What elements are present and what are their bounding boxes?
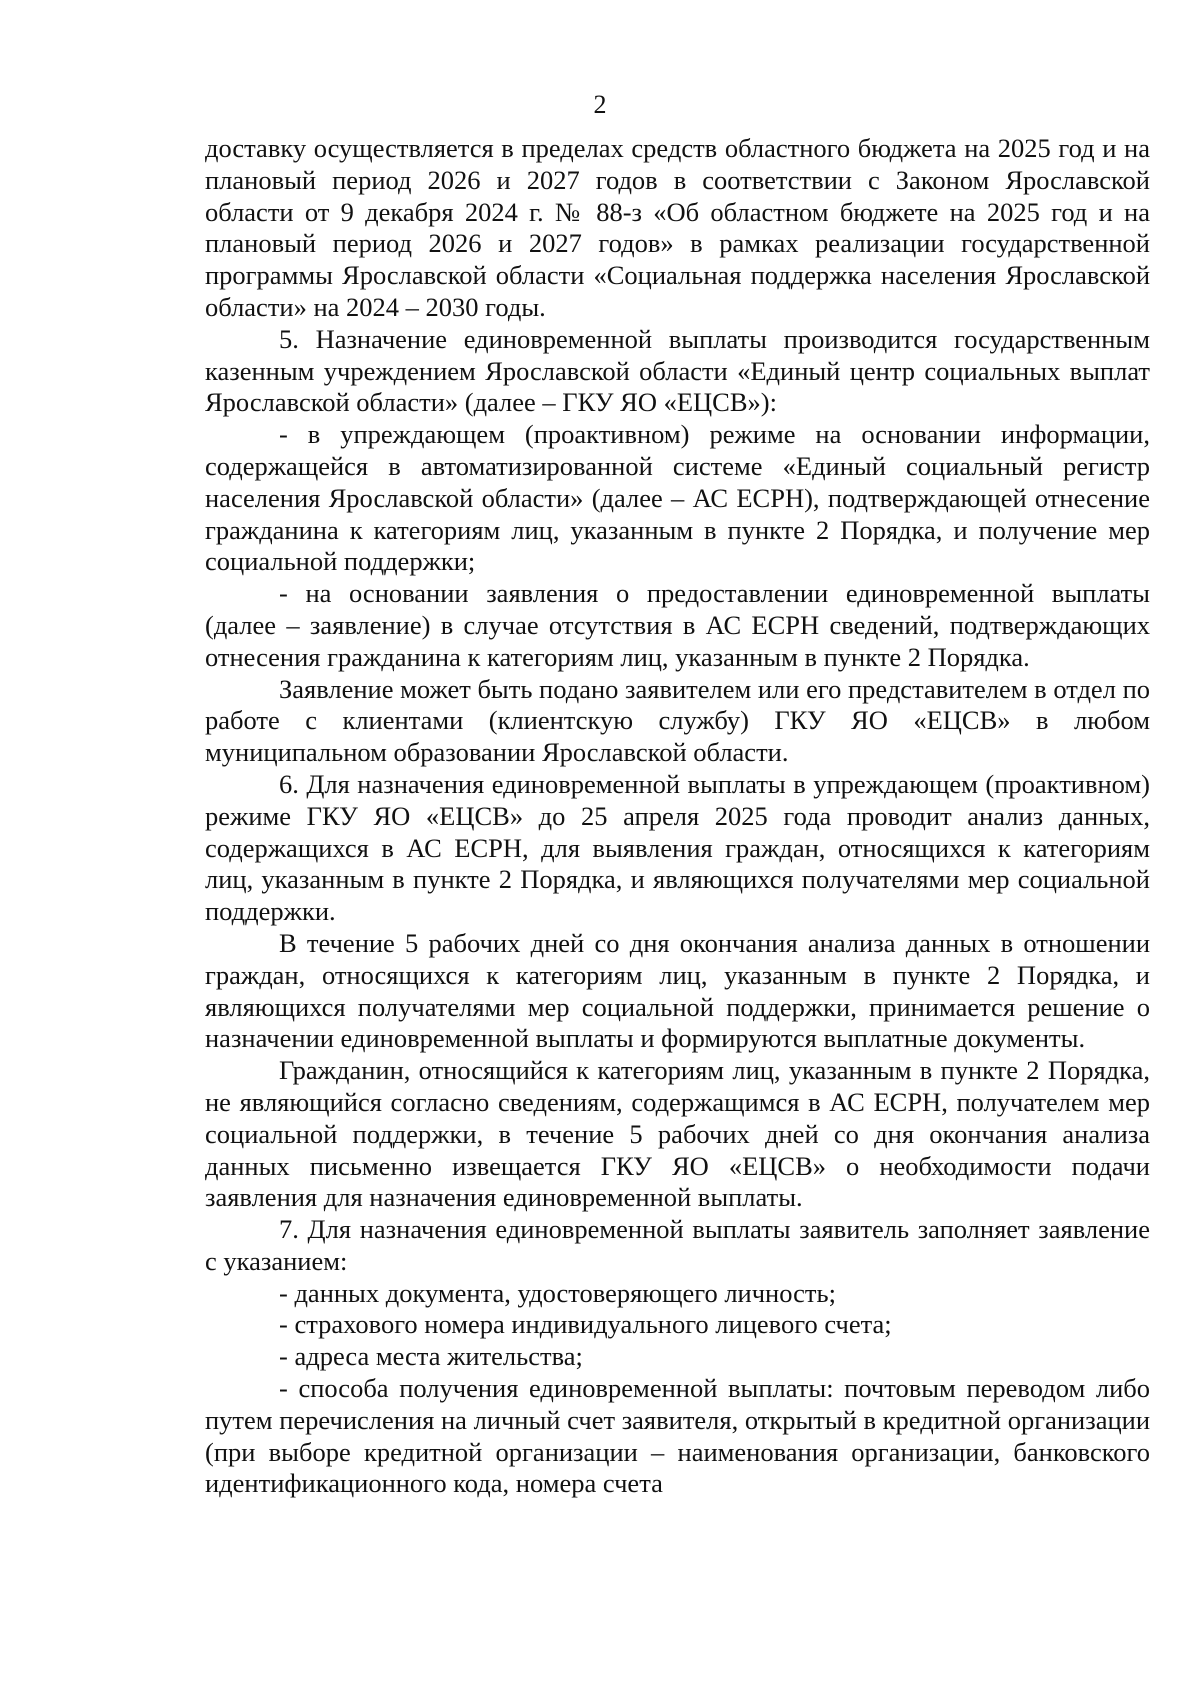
paragraph-item-5-proactive: - в упреждающем (проактивном) режиме на основании информации, содержащейся в автоматизированной системе «Единый социальный регистр населения Ярославской области» (далее – АС ЕСРН), подтверждающей отнесение гражданина к категориям лиц, указанным в пункте 2 Порядка, и получение мер социальной поддержки; [205, 419, 1150, 577]
paragraph-item-6-notification: Гражданин, относящийся к категориям лиц, указанным в пункте 2 Порядка, не являющийся согласно сведениям, содержащимся в АС ЕСРН, получателем мер социальной поддержки, в течение 5 рабочих дней со дня окончания анализа данных письменно извещается ГКУ ЯО «ЕЦСВ» о необходимости подачи заявления для назначения единовременной выплаты. [205, 1055, 1150, 1213]
document-body [205, 133, 1150, 1500]
paragraph-item-5-application: - на основании заявления о предоставлении единовременной выплаты (далее – заявление) в случае отсутствия в АС ЕСРН сведений, подтверждающих отнесения гражданина к категориям лиц, указанным в пункте 2 Порядка. [205, 578, 1150, 672]
paragraph-item-7-payment-method: - способа получения единовременной выплаты: почтовым переводом либо путем перечисления на личный счет заявителя, открытый в кредитной организации (при выборе кредитной организации – наименования организации, банковского идентификационного кода, номера счета [205, 1373, 1150, 1499]
page-number: 2 [593, 90, 607, 119]
paragraph-item-7-address: - адреса места жительства; [279, 1341, 583, 1372]
paragraph-budget-continuation: доставку осуществляется в пределах средств областного бюджета на 2025 год и на плановый период 2026 и 2027 годов в соответствии с Законом Ярославской области от 9 декабря 2024 г. № 88-з «Об областном бюджете на 2025 год и на плановый период 2026 и 2027 годов» в рамках реализации государственной программы Ярославской области «Социальная поддержка населения Ярославской области» на 2024 – 2030 годы. [205, 133, 1150, 322]
paragraph-application-submission: Заявление может быть подано заявителем или его представителем в отдел по работе с клиентами (клиентскую службу) ГКУ ЯО «ЕЦСВ» в любом муниципальном образовании Ярославской области. [205, 673, 1150, 768]
paragraph-item-5: 5. Назначение единовременной выплаты производится государственным казенным учреждением Ярославской области «Единый центр социальных выплат Ярославской области» (далее – ГКУ ЯО «ЕЦСВ»): [205, 323, 1150, 418]
paragraph-item-7-identity-document: - данных документа, удостоверяющего личность; [279, 1277, 836, 1308]
paragraph-item-7-insurance-number: - страхового номера индивидуального лицевого счета; [279, 1309, 892, 1340]
paragraph-item-6: 6. Для назначения единовременной выплаты в упреждающем (проактивном) режиме ГКУ ЯО «ЕЦСВ» до 25 апреля 2025 года проводит анализ данных, содержащихся в АС ЕСРН, для выявления граждан, относящихся к категориям лиц, указанным в пункте 2 Порядка, и являющихся получателями мер социальной поддержки. [205, 768, 1150, 927]
paragraph-item-6-decision: В течение 5 рабочих дней со дня окончания анализа данных в отношении граждан, относящихся к категориям лиц, указанным в пункте 2 Порядка, и являющихся получателями мер социальной поддержки, принимается решение о назначении единовременной выплаты и формируются выплатные документы. [205, 927, 1150, 1054]
paragraph-item-7: 7. Для назначения единовременной выплаты заявитель заполняет заявление с указанием: [205, 1214, 1150, 1276]
